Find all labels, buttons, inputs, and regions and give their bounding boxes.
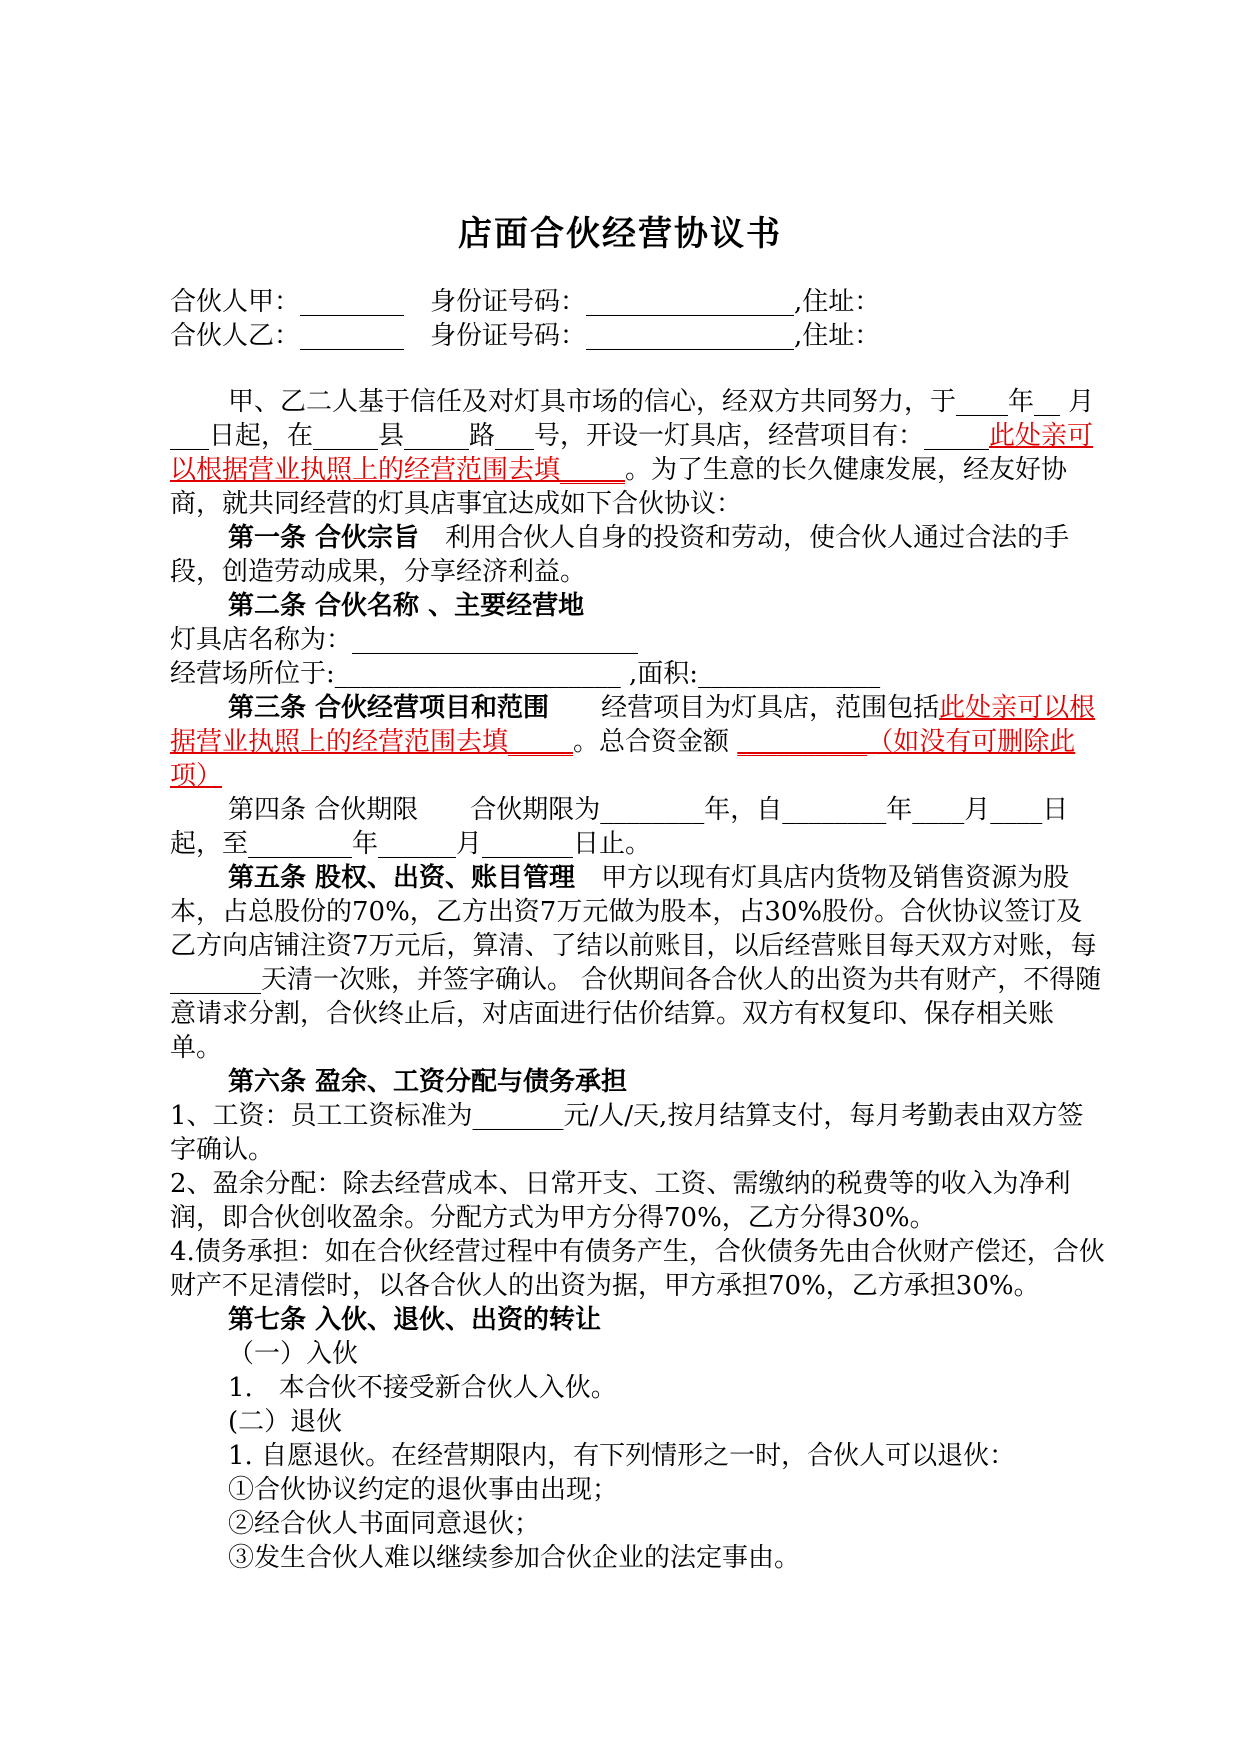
article-5 bbox=[170, 861, 1105, 1065]
intro-red-note: 此处亲可以根据营业执照上的经营范围去填_____ bbox=[170, 421, 1094, 485]
store-area-label: ,面积: bbox=[620, 659, 699, 689]
article-3-text: 经营项目为灯具店，范围包括 bbox=[549, 693, 940, 723]
article-7-sub-1-item: 1. 本合伙不接受新合伙人入伙。 bbox=[228, 1373, 617, 1403]
article-1 bbox=[170, 521, 1105, 589]
store-name-line: 灯具店名称为：______________________ bbox=[170, 625, 639, 655]
intro-paragraph bbox=[170, 385, 1105, 521]
store-place-label: 经营场所位于: bbox=[170, 659, 335, 689]
store-area-blank: ______________ bbox=[698, 659, 881, 689]
partner-b-line: 合伙人乙：________ 身份证号码：________________,住址： bbox=[170, 321, 881, 351]
article-4: 第四条 合伙期限 合伙期限为________年，自________年____月____日起，至________年______月_______日止。 bbox=[170, 795, 1069, 859]
article-7-heading: 第七条 入伙、退伙、出资的转让 bbox=[228, 1305, 602, 1335]
article-3-red-amount: __________（如没有可删除此项） bbox=[170, 727, 1076, 791]
article-6-heading-line bbox=[170, 1065, 1105, 1099]
article-7-condition-2: ②经合伙人书面同意退伙； bbox=[228, 1509, 541, 1539]
store-place-line bbox=[170, 657, 1105, 691]
article-3-red-note: 此处亲可以根据营业执照上的经营范围去填_____ bbox=[170, 693, 1096, 757]
partner-a-line: 合伙人甲：________ 身份证号码：________________,住址： bbox=[170, 287, 881, 317]
article-7-condition-3: ③发生合伙人难以继续参加合伙企业的法定事由。 bbox=[228, 1543, 801, 1573]
article-2-heading-line bbox=[170, 589, 1105, 623]
article-6-item-3: 4.债务承担：如在合伙经营过程中有债务产生，合伙债务先由合伙财产偿还，合伙财产不足清偿时，以各合伙人的出资为据，甲方承担70%，乙方承担30%。 bbox=[170, 1237, 1105, 1301]
article-7-sub-2-item: 1. 自愿退伙。在经营期限内，有下列情形之一时，合伙人可以退伙： bbox=[228, 1441, 1016, 1471]
spacer bbox=[170, 353, 1105, 385]
article-6-item-1: 1、工资：员工工资标准为_______元/人/天,按月结算支付，每月考勤表由双方签字确认。 bbox=[170, 1101, 1084, 1165]
article-3-mid: 。总合资金额 bbox=[573, 727, 738, 757]
article-7-heading-line bbox=[170, 1303, 1105, 1337]
store-place-blank: ______________________ bbox=[334, 659, 621, 689]
article-5-text: 甲方以现有灯具店内货物及销售资源为股本，占总股份的70%，乙方出资7万元做为股本，占30%股份。合伙协议签订及乙方向店铺注资7万元后，算清、了结以前账目，以后经营账目每天双方对账，每_______天清一次账，并签字确认。 合伙期间各合伙人的出资为共有财产，不得随意请求分割，合伙终止后，对店面进行估价结算。双方有权复印、保存相关账单。 bbox=[170, 863, 1102, 1063]
article-6-item-2: 2、盈余分配：除去经营成本、日常开支、工资、需缴纳的税费等的收入为净利润，即合伙创收盈余。分配方式为甲方分得70%，乙方分得30%。 bbox=[170, 1169, 1071, 1233]
intro-text-1: 甲、乙二人基于信任及对灯具市场的信心，经双方共同努力，于____年__ 月___日起，在_____县_____路___号，开设一灯具店，经营项目有：_____ bbox=[170, 387, 1095, 451]
article-6-heading: 第六条 盈余、工资分配与债务承担 bbox=[228, 1067, 628, 1097]
article-2-heading: 第二条 合伙名称 、主要经营地 bbox=[228, 591, 585, 621]
article-5-heading: 第五条 股权、出资、账目管理 bbox=[228, 863, 576, 893]
article-3-heading: 第三条 合伙经营项目和范围 bbox=[228, 693, 550, 723]
article-1-heading: 第一条 合伙宗旨 bbox=[228, 523, 420, 553]
article-7-condition-1: ①合伙协议约定的退伙事由出现； bbox=[228, 1475, 619, 1505]
intro-text-2: 。为了生意的长久健康发展，经友好协商，就共同经营的灯具店事宜达成如下合伙协议： bbox=[170, 455, 1068, 519]
document-title: 店面合伙经营协议书 bbox=[458, 214, 782, 254]
article-7-sub-1: （一）入伙 bbox=[228, 1339, 359, 1369]
article-1-text: 利用合伙人自身的投资和劳动，使合伙人通过合法的手段，创造劳动成果，分享经济利益。 bbox=[170, 523, 1070, 587]
article-7-sub-2: (二）退伙 bbox=[228, 1407, 343, 1437]
document-body bbox=[170, 285, 1105, 1575]
article-3 bbox=[170, 691, 1105, 793]
